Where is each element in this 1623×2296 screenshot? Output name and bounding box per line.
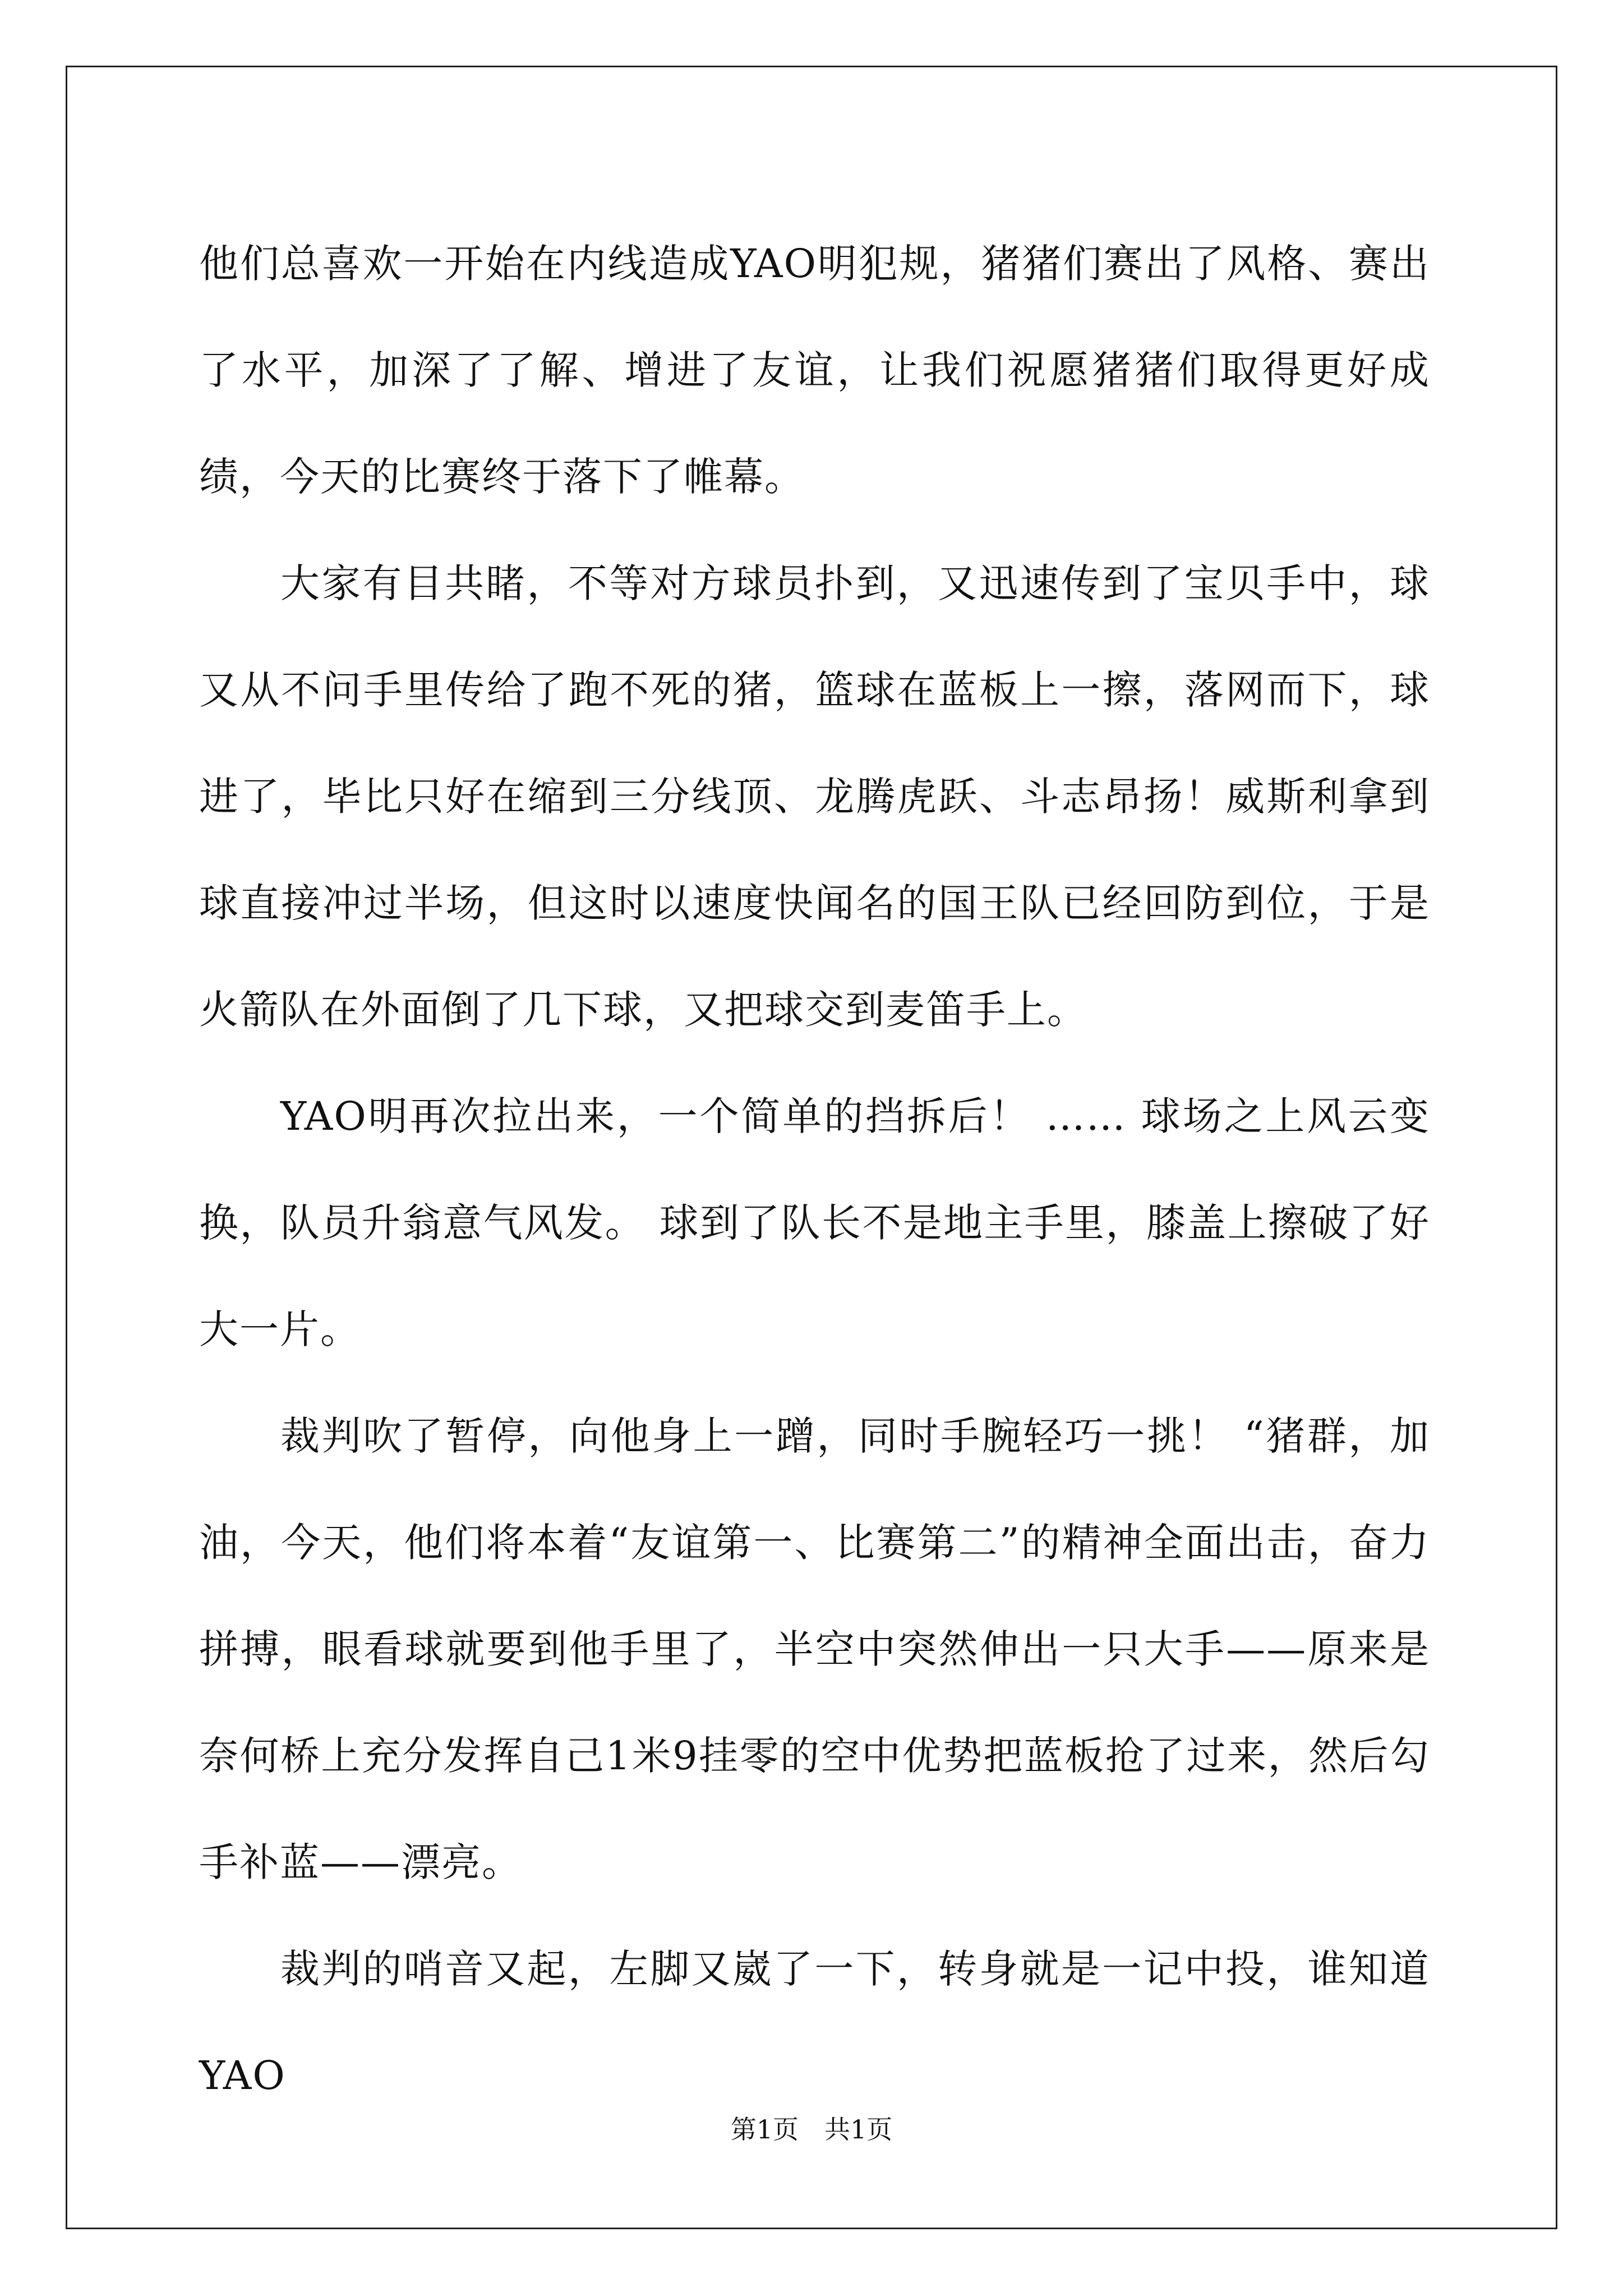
- paragraph: YAO明再次拉出来，一个简单的挡拆后！ …… 球场之上风云变换，队员升翁意气风发。 球到了队长不是地主手里，膝盖上擦破了好大一片。: [199, 1093, 1430, 1352]
- paragraph: 他们总喜欢一开始在内线造成YAO明犯规，猪猪们赛出了风格、赛出了水平，加深了了解、增进了友谊，让我们祝愿猪猪们取得更好成绩，今天的比赛终于落下了帷幕。: [199, 241, 1430, 500]
- page-footer: 第1页 共1页: [730, 2114, 893, 2145]
- document-body: [199, 210, 1430, 2129]
- paragraph: 裁判的哨音又起，左脚又崴了一下，转身就是一记中投，谁知道YAO: [199, 1946, 1430, 2099]
- paragraph: 裁判吹了暂停，向他身上一蹭，同时手腕轻巧一挑！ “猪群，加油，今天，他们将本着“友谊第一、比赛第二”的精神全面出击，奋力拼搏，眼看球就要到他手里了，半空中突然伸出一只大手——原来是奈何桥上充分发挥自己1米9挂零的空中优势把蓝板抢了过来，然后勾手补蓝——漂亮。: [199, 1413, 1430, 1885]
- paragraph: 大家有目共睹，不等对方球员扑到，又迅速传到了宝贝手中，球又从不问手里传给了跑不死的猪，篮球在蓝板上一擦，落网而下，球进了，毕比只好在缩到三分线顶、龙腾虎跃、斗志昂扬！威斯利拿到球直接冲过半场，但这时以速度快闻名的国王队已经回防到位，于是火箭队在外面倒了几下球，又把球交到麦笛手上。: [199, 560, 1430, 1033]
